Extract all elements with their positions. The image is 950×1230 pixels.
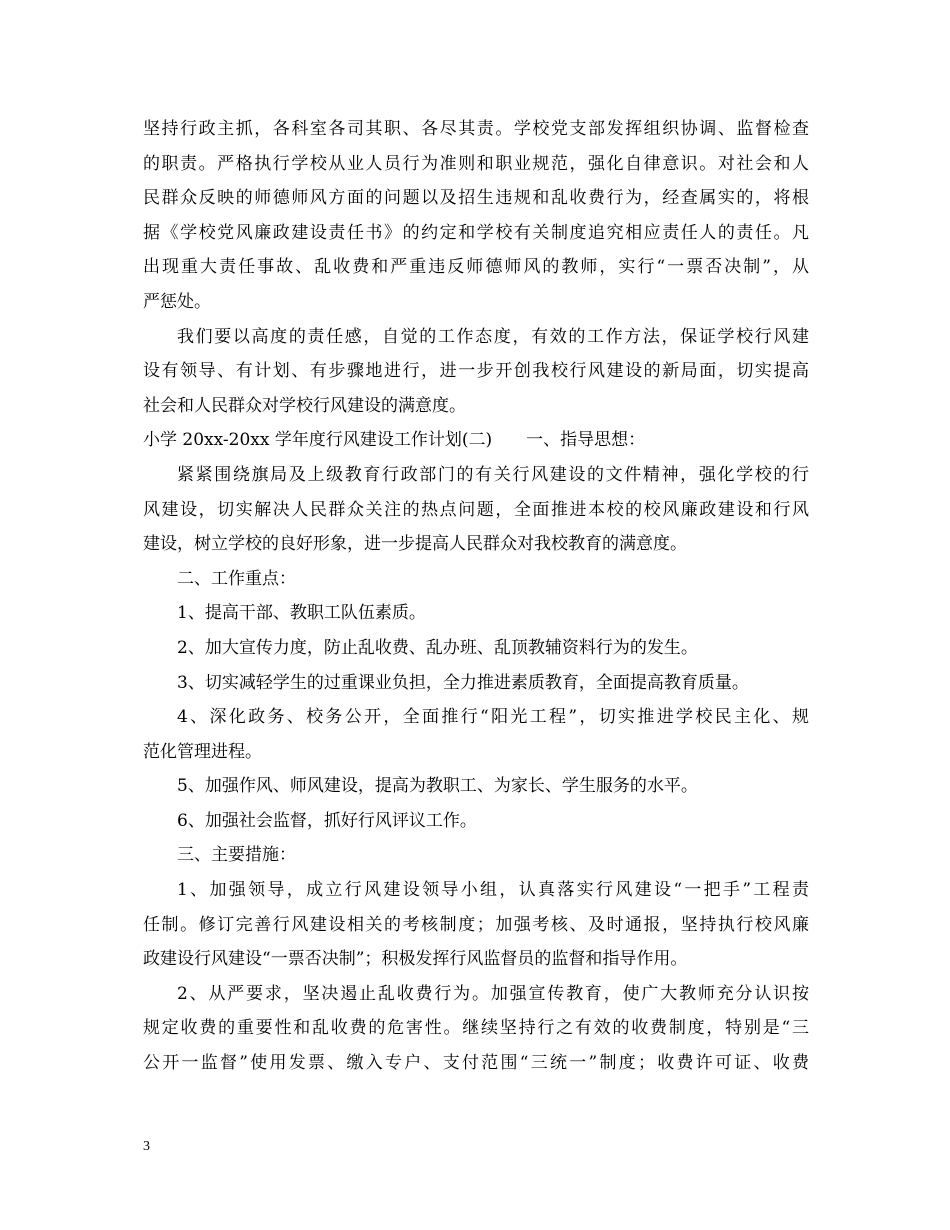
paragraph-line: 据《学校党风廉政建设责任书》的约定和学校有关制度追究相应责任人的责任。凡 — [143, 222, 809, 243]
paragraph-line: 设有领导、有计划、有步骤地进行，进一步开创我校行风建设的新局面，切实提高 — [143, 361, 809, 382]
paragraph-line: 风建设，切实解决人民群众关注的热点问题，全面推进本校的校风廉政建设和行风 — [143, 499, 809, 520]
paragraph-line: 出现重大责任事故、乱收费和严重违反师德师风的教师，实行“一票否决制”，从 — [143, 257, 809, 278]
section-heading: 一、指导思想： — [526, 430, 646, 451]
list-item: 1、提高干部、教职工队伍素质。 — [177, 603, 426, 624]
list-item: 1、加强领导，成立行风建设领导小组，认真落实行风建设“一把手”工程责 — [177, 880, 809, 901]
list-item: 2、从严要求，坚决遏止乱收费行为。加强宣传教育，使广大教师充分认识按 — [177, 983, 809, 1004]
section-heading: 二、工作重点： — [177, 568, 296, 589]
paragraph-line: 社会和人民群众对学校行风建设的满意度。 — [143, 395, 466, 416]
section-heading: 三、主要措施： — [177, 845, 296, 866]
list-item: 3、切实减轻学生的过重课业负担，全力推进素质教育，全面提高教育质量。 — [177, 672, 749, 693]
paragraph-line: 严惩处。 — [143, 291, 211, 312]
paragraph-line: 的职责。严格执行学校从业人员行为准则和职业规范，强化自律意识。对社会和人 — [143, 153, 809, 174]
paragraph-line: 我们要以高度的责任感，自觉的工作态度，有效的工作方法，保证学校行风建 — [177, 326, 809, 347]
list-item: 5、加强作风、师风建设，提高为教职工、为家长、学生服务的水平。 — [177, 776, 698, 797]
list-item: 4、深化政务、校务公开，全面推行“阳光工程”，切实推进学校民主化、规 — [177, 707, 809, 728]
page-number: 3 — [143, 1139, 150, 1154]
paragraph-line: 紧紧围绕旗局及上级教育行政部门的有关行风建设的文件精神，强化学校的行 — [177, 464, 809, 485]
paragraph-line: 范化管理进程。 — [143, 741, 262, 762]
paragraph-line: 政建设行风建设“一票否决制”；积极发挥行风监督员的监督和指导作用。 — [143, 949, 688, 970]
document-body — [143, 112, 809, 1081]
list-item: 6、加强社会监督，抓好行风评议工作。 — [177, 810, 477, 831]
paragraph-line: 任制。修订完善行风建设相关的考核制度；加强考核、及时通报，坚持执行校风廉 — [143, 914, 809, 935]
plan-title: 小学 20xx-20xx 学年度行风建设工作计划(二) — [143, 430, 493, 451]
paragraph-line: 建设，树立学校的良好形象，进一步提高人民群众对我校教育的满意度。 — [143, 534, 687, 555]
paragraph-line: 坚持行政主抓，各科室各司其职、各尽其责。学校党支部发挥组织协调、监督检查 — [143, 119, 809, 139]
paragraph-line: 规定收费的重要性和乱收费的危害性。继续坚持行之有效的收费制度，特别是“三 — [143, 1018, 809, 1039]
list-item: 2、加大宣传力度，防止乱收费、乱办班、乱顶教辅资料行为的发生。 — [177, 637, 698, 658]
paragraph-line: 公开一监督”使用发票、缴入专户、支付范围“三统一”制度；收费许可证、收费 — [143, 1053, 809, 1074]
section-title-line — [143, 423, 809, 458]
paragraph-line: 民群众反映的师德师风方面的问题以及招生违规和乱收费行为，经查属实的，将根 — [143, 188, 809, 209]
